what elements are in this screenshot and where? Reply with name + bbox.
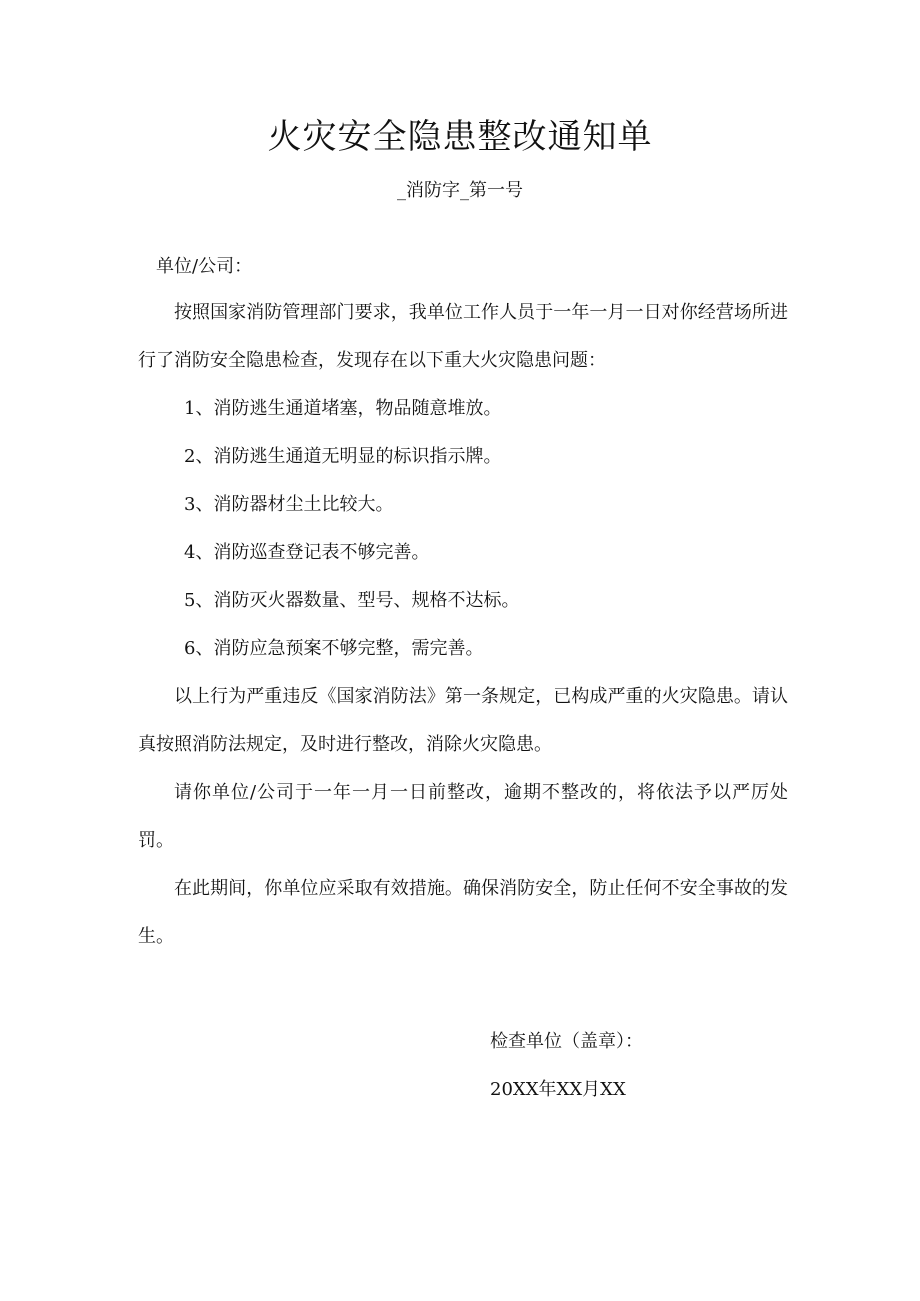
intro-paragraph bbox=[138, 289, 788, 385]
measures-paragraph bbox=[138, 865, 788, 961]
violation-text: 以上行为严重违反《国家消防法》第一条规定，已构成严重的火灾隐患。请认真按照消防法规定，及时进行整改，消除火灾隐患。 bbox=[138, 686, 788, 755]
measures-text: 在此期间，你单位应采取有效措施。确保消防安全，防止任何不安全事故的发生。 bbox=[138, 878, 788, 947]
issue-item: 3、消防器材尘土比较大。 bbox=[184, 494, 394, 515]
issue-list bbox=[138, 385, 788, 673]
deadline-paragraph bbox=[138, 769, 788, 865]
issue-item: 2、消防逃生通道无明显的标识指示牌。 bbox=[184, 446, 502, 467]
signature-date: 20XX年XX月XX bbox=[490, 1079, 626, 1100]
deadline-text: 请你单位/公司于一年一月一日前整改，逾期不整改的，将依法予以严厉处罚。 bbox=[138, 782, 788, 851]
issue-item: 5、消防灭火器数量、型号、规格不达标。 bbox=[184, 590, 520, 611]
issue-item: 4、消防巡查登记表不够完善。 bbox=[184, 542, 430, 563]
salutation bbox=[138, 243, 788, 291]
salutation-text: 单位/公司： bbox=[156, 256, 253, 277]
inspection-unit-label: 检查单位（盖章）： bbox=[490, 1031, 643, 1052]
violation-paragraph bbox=[138, 673, 788, 769]
signature-block bbox=[490, 1018, 643, 1114]
issue-item: 1、消防逃生通道堵塞，物品随意堆放。 bbox=[184, 398, 502, 419]
document-number: _消防字_第一号 bbox=[397, 180, 523, 201]
document-title: 火灾安全隐患整改通知单 bbox=[267, 117, 653, 157]
issue-item: 6、消防应急预案不够完整，需完善。 bbox=[184, 638, 484, 659]
intro-text: 按照国家消防管理部门要求，我单位工作人员于一年一月一日对你经营场所进行了消防安全隐患检查，发现存在以下重大火灾隐患问题： bbox=[138, 302, 788, 371]
